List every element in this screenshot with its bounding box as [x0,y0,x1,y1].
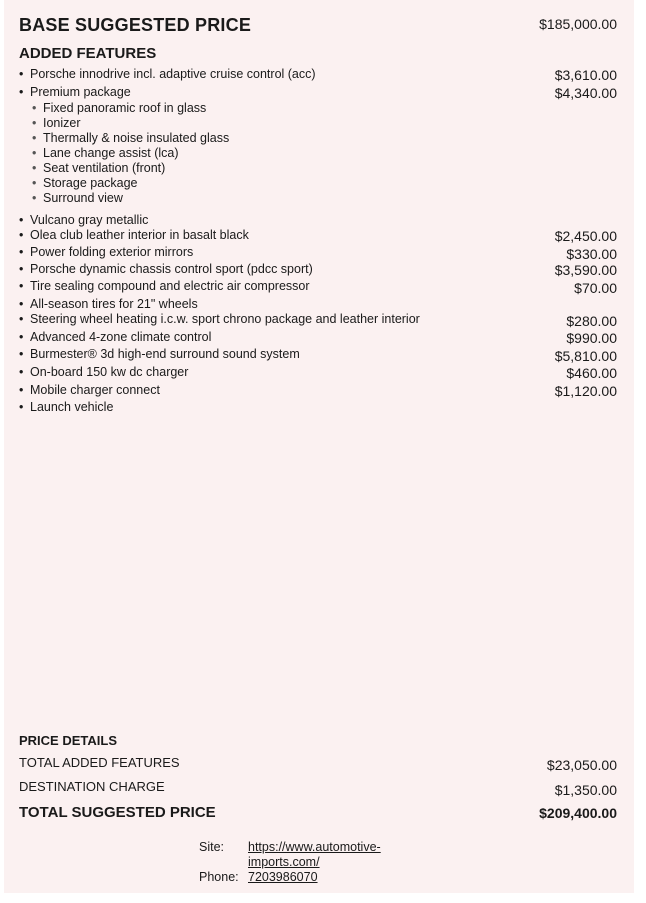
feature-price: $280.00 [566,313,617,329]
bullet-icon: • [19,262,24,276]
total-added-features-label: TOTAL ADDED FEATURES [19,755,180,770]
site-label: Site: [199,840,225,854]
feature-label: Porsche dynamic chassis control sport (pdcc sport) [30,262,313,276]
feature-price: $1,120.00 [554,383,617,399]
bullet-icon: • [19,330,24,344]
sub-feature-label: Storage package [43,176,138,190]
feature-item [19,261,313,277]
total-suggested-price-value: $209,400.00 [539,805,617,821]
feature-price: $5,810.00 [554,348,617,364]
bullet-icon: • [19,85,24,99]
sub-feature-label: Ionizer [43,116,81,130]
bullet-icon: • [32,131,37,145]
sub-feature-label: Seat ventilation (front) [43,161,166,175]
feature-item [19,212,148,228]
destination-charge-label: DESTINATION CHARGE [19,779,165,794]
sub-feature-item [32,131,229,146]
base-price-title: BASE SUGGESTED PRICE [19,15,252,35]
sub-feature-label: Surround view [43,191,123,205]
destination-charge-value: $1,350.00 [554,782,617,798]
bullet-icon: • [19,312,24,326]
bullet-icon: • [19,213,24,227]
feature-price: $70.00 [574,280,617,296]
feature-label: Launch vehicle [30,400,114,414]
sub-feature-item [32,146,179,161]
bullet-icon: • [19,228,24,242]
feature-item [19,311,420,327]
feature-price: $3,590.00 [554,262,617,278]
feature-item [19,399,113,415]
feature-item [19,244,193,260]
price-details-title: PRICE DETAILS [19,733,117,748]
feature-label: Advanced 4-zone climate control [30,330,212,344]
site-link[interactable] [248,840,381,870]
site-link-line2[interactable]: imports.com/ [248,855,320,869]
sub-feature-label: Lane change assist (lca) [43,146,179,160]
added-features-title: ADDED FEATURES [19,45,157,62]
bullet-icon: • [19,400,24,414]
feature-price: $460.00 [566,365,617,381]
feature-label: Tire sealing compound and electric air compressor [30,279,310,293]
bullet-icon: • [32,116,37,130]
feature-label: Porsche innodrive incl. adaptive cruise control (acc) [30,67,316,81]
bullet-icon: • [19,297,24,311]
bullet-icon: • [32,176,37,190]
feature-label: All-season tires for 21" wheels [30,297,198,311]
feature-item [19,346,300,362]
sub-feature-label: Thermally & noise insulated glass [43,131,230,145]
feature-item [19,382,160,398]
site-link-line1[interactable]: https://www.automotive- [248,840,381,854]
base-price-value: $185,000.00 [539,16,617,32]
feature-price: $3,610.00 [554,67,617,83]
sub-feature-item [32,116,81,131]
feature-item [19,84,131,100]
total-suggested-price-label: TOTAL SUGGESTED PRICE [19,804,216,821]
feature-item [19,296,198,312]
bullet-icon: • [19,67,24,81]
sub-feature-item [32,161,165,176]
sub-feature-item [32,101,206,116]
bullet-icon: • [19,347,24,361]
sub-feature-item [32,191,123,206]
feature-item [19,66,316,82]
total-added-features-value: $23,050.00 [546,757,617,773]
feature-label: Olea club leather interior in basalt black [30,228,249,242]
feature-label: On-board 150 kw dc charger [30,365,189,379]
feature-price: $330.00 [566,246,617,262]
sub-feature-label: Fixed panoramic roof in glass [43,101,207,115]
bullet-icon: • [32,191,37,205]
feature-price: $990.00 [566,330,617,346]
bullet-icon: • [32,161,37,175]
bullet-icon: • [32,101,37,115]
feature-item [19,329,211,345]
feature-label: Premium package [30,85,131,99]
feature-item [19,278,310,294]
feature-label: Mobile charger connect [30,383,160,397]
bullet-icon: • [19,383,24,397]
sub-feature-item [32,176,138,191]
feature-label: Power folding exterior mirrors [30,245,194,259]
feature-label: Steering wheel heating i.c.w. sport chrono package and leather interior [30,312,420,326]
feature-label: Vulcano gray metallic [30,213,149,227]
feature-item [19,227,249,243]
feature-item [19,364,188,380]
bullet-icon: • [32,146,37,160]
phone-link[interactable]: 7203986070 [248,870,318,884]
bullet-icon: • [19,365,24,379]
feature-price: $4,340.00 [554,85,617,101]
feature-label: Burmester® 3d high-end surround sound system [30,347,300,361]
price-sheet [4,0,634,893]
bullet-icon: • [19,279,24,293]
phone-label: Phone: [199,870,239,884]
bullet-icon: • [19,245,24,259]
feature-price: $2,450.00 [554,228,617,244]
